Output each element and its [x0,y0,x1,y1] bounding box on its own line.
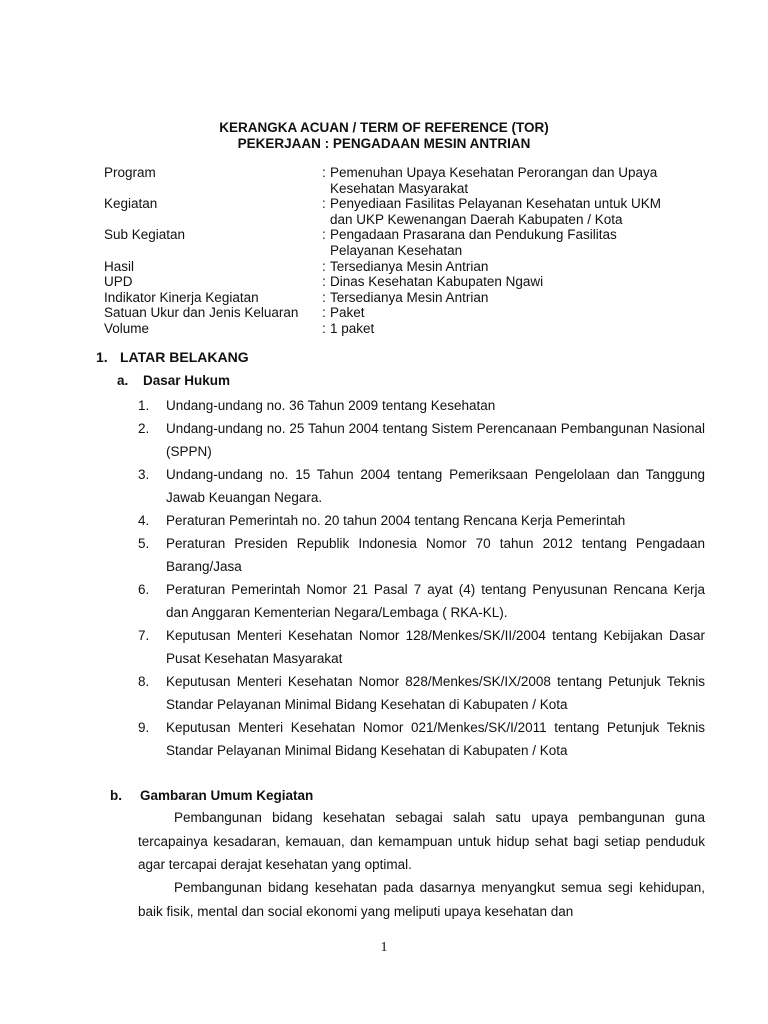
meta-label: Volume [104,320,150,336]
meta-row-volume [104,321,724,337]
list-item-number: 2. [138,421,150,436]
meta-colon: : [322,258,326,274]
meta-value: Dinas Kesehatan Kabupaten Ngawi [330,274,544,290]
list-item-number: 5. [138,536,150,551]
list-item-text: Keputusan Menteri Kesehatan Nomor 828/Menkes/SK/IX/2008 tentang Petunjuk Teknis Standar Pelayanan Minimal Bidang Kesehatan di Kabupaten / Kota [166,674,705,712]
subsection-title: Dasar Hukum [143,373,231,388]
list-item [138,417,705,463]
body-paragraph: Pembangunan bidang kesehatan sebagai salah satu upaya pembangunan guna tercapainya kesadaran, kemauan, dan kemampuan untuk hidup sehat bagi setiap penduduk agar tercapai derajat kesehatan yang optimal. [138,810,705,872]
subsection-title: Gambaran Umum Kegiatan [140,788,314,803]
meta-value: Penyediaan Fasilitas Pelayanan Kesehatan untuk UKM dan UKP Kewenangan Daerah Kabupaten / Kota [330,196,661,227]
list-item-text: Peraturan Presiden Republik Indonesia Nomor 70 tahun 2012 tentang Pengadaan Barang/Jasa [166,536,705,574]
meta-row-satuan [104,305,724,321]
meta-table [104,165,724,337]
subsection-heading-gambaran-umum [110,788,313,803]
list-item [138,394,705,417]
meta-row-program [104,165,724,196]
meta-label: Indikator Kinerja Kegiatan [104,289,259,305]
meta-value: 1 paket [330,320,375,336]
list-item [138,509,705,532]
meta-label: Kegiatan [104,196,158,212]
list-item-number: 8. [138,674,150,689]
subsection-letter: b. [110,788,122,803]
list-item [138,716,705,762]
body-paragraph: Pembangunan bidang kesehatan pada dasarnya menyangkut semua segi kehidupan, baik fisik, mental dan social ekonomi yang meliputi upaya kesehatan dan [138,880,705,919]
meta-row-kegiatan [104,196,724,227]
meta-value: Pemenuhan Upaya Kesehatan Perorangan dan Upaya Kesehatan Masyarakat [330,165,658,196]
meta-colon: : [322,320,326,336]
meta-row-sub-kegiatan [104,227,724,258]
meta-value: Pengadaan Prasarana dan Pendukung Fasilitas Pelayanan Kesehatan [330,227,617,258]
document-title-line-1: KERANGKA ACUAN / TERM OF REFERENCE (TOR) [219,120,549,135]
list-item [138,578,705,624]
meta-colon: : [322,227,326,243]
list-item [138,624,705,670]
meta-colon: : [322,196,326,212]
list-item-number: 9. [138,720,150,735]
list-item [138,670,705,716]
meta-row-hasil [104,259,724,275]
list-item-number: 4. [138,513,150,528]
subsection-letter: a. [117,373,129,388]
meta-value: Tersedianya Mesin Antrian [330,289,489,305]
meta-colon: : [322,274,326,290]
section-heading-latar-belakang [96,349,249,365]
meta-label: Hasil [104,258,135,274]
list-item-number: 3. [138,467,150,482]
list-item [138,532,705,578]
list-item-text: Undang-undang no. 36 Tahun 2009 tentang Kesehatan [166,398,496,413]
meta-value: Paket [330,305,365,321]
meta-label: Program [104,165,156,180]
meta-row-indikator [104,290,724,306]
meta-colon: : [322,165,326,180]
meta-colon: : [322,305,326,321]
list-item-text: Keputusan Menteri Kesehatan Nomor 021/Menkes/SK/I/2011 tentang Petunjuk Teknis Standar Pelayanan Minimal Bidang Kesehatan di Kabupaten / Kota [166,720,705,758]
meta-label: Sub Kegiatan [104,227,186,243]
meta-row-upd [104,274,724,290]
section-title: LATAR BELAKANG [120,349,249,365]
list-item-text: Undang-undang no. 25 Tahun 2004 tentang Sistem Perencanaan Pembangunan Nasional (SPPN) [166,421,705,459]
list-item-text: Undang-undang no. 15 Tahun 2004 tentang Pemeriksaan Pengelolaan dan Tanggung Jawab Keuangan Negara. [166,467,705,505]
meta-label: Satuan Ukur dan Jenis Keluaran [104,305,299,321]
list-item-number: 7. [138,628,150,643]
list-item-number: 6. [138,582,150,597]
list-item-text: Peraturan Pemerintah Nomor 21 Pasal 7 ayat (4) tentang Penyusunan Rencana Kerja dan Anggaran Kementerian Negara/Lembaga ( RKA-KL). [166,582,705,620]
meta-value: Tersedianya Mesin Antrian [330,258,489,274]
subsection-heading-dasar-hukum [117,373,230,388]
document-title-line-2: PEKERJAAN : PENGADAAN MESIN ANTRIAN [237,136,531,151]
meta-colon: : [322,289,326,305]
list-item [138,463,705,509]
page-number: 1 [380,940,388,955]
section-number: 1. [96,349,108,365]
dasar-hukum-list [138,394,705,762]
meta-label: UPD [104,274,133,290]
list-item-text: Peraturan Pemerintah no. 20 tahun 2004 tentang Rencana Kerja Pemerintah [166,513,626,528]
list-item-number: 1. [138,398,150,413]
list-item-text: Keputusan Menteri Kesehatan Nomor 128/Menkes/SK/II/2004 tentang Kebijakan Dasar Pusat Kesehatan Masyarakat [166,628,705,666]
